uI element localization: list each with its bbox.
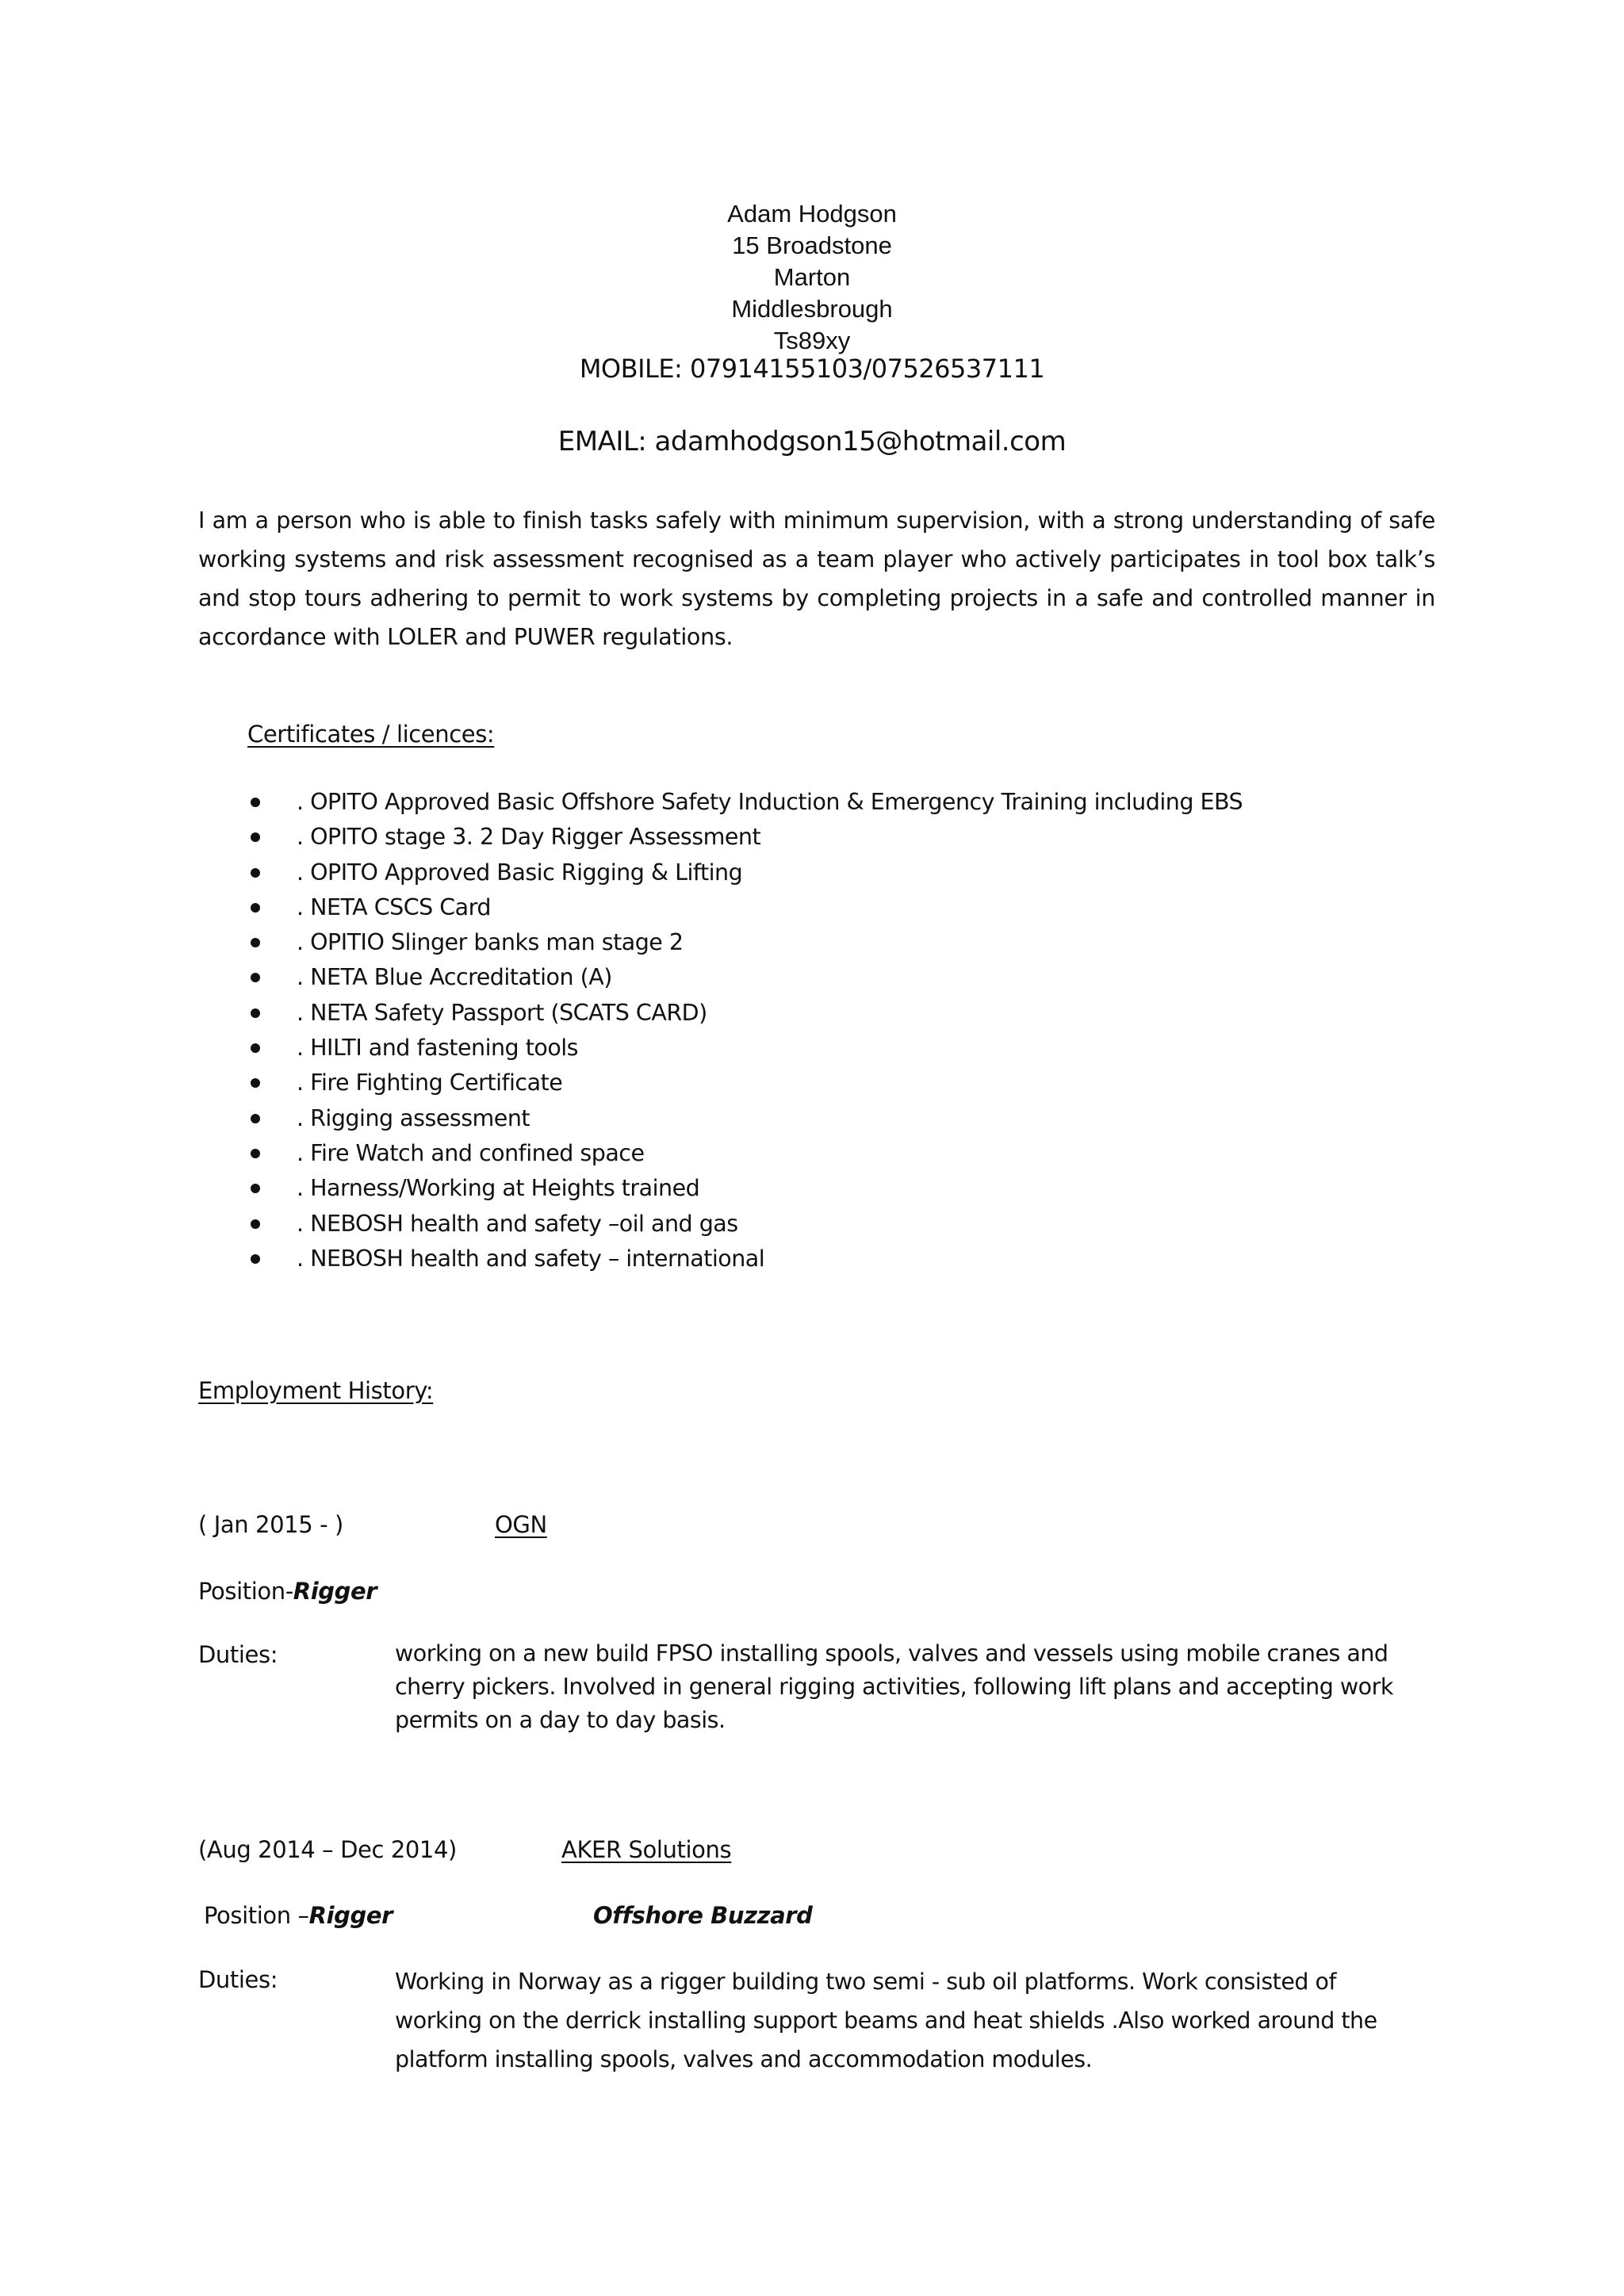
certificate-text: . Fire Fighting Certificate	[297, 1070, 563, 1096]
duties-line: platform installing spools, valves and accommodation modules.	[395, 2046, 1093, 2072]
address-postcode: Ts89xy	[773, 327, 851, 354]
bullet-icon	[251, 1008, 260, 1018]
list-item	[247, 890, 1243, 925]
bullet-icon	[251, 1149, 260, 1158]
employment-heading: Employment History:	[198, 1377, 434, 1404]
address-city: Middlesbrough	[731, 295, 893, 323]
duties-line: working on a new build FPSO installing spools, valves and vessels using mobile cranes and	[395, 1640, 1388, 1667]
bullet-icon	[251, 1254, 260, 1264]
bullet-icon	[251, 938, 260, 947]
duties-line: Working in Norway as a rigger building two semi - sub oil platforms. Work consisted of	[395, 1969, 1336, 1995]
list-item	[247, 1101, 1243, 1136]
bullet-icon	[251, 832, 260, 842]
bullet-icon	[251, 868, 260, 878]
certificate-text: . OPITO Approved Basic Offshore Safety Induction & Emergency Training including EBS	[297, 789, 1243, 815]
list-item	[247, 1207, 1243, 1242]
duties-line: cherry pickers. Involved in general rigging activities, following lift plans and accepting work	[395, 1674, 1393, 1700]
duties-label: Duties:	[198, 1641, 278, 1668]
job-company: OGN	[495, 1511, 547, 1538]
certificate-text: . NETA CSCS Card	[297, 894, 491, 920]
job-position-line	[204, 1902, 393, 1929]
list-item	[247, 1242, 1243, 1276]
bullet-icon	[251, 903, 260, 913]
list-item	[247, 820, 1243, 855]
certificate-text: . NETA Safety Passport (SCATS CARD)	[297, 999, 707, 1026]
duties-label: Duties:	[198, 1966, 278, 1993]
candidate-name: Adam Hodgson	[727, 200, 897, 228]
personal-summary: I am a person who is able to finish tasks safely with minimum supervision, with a strong understanding of safe working systems and risk assessment recognised as a team player who actively participates in tool box talk’s and stop tours adhering to permit to work systems by completing projects in a safe and controlled manner in accordance with LOLER and PUWER regulations.	[198, 507, 1435, 650]
address-street: 15 Broadstone	[732, 232, 892, 259]
bullet-icon	[251, 1114, 260, 1123]
certificate-text: . NEBOSH health and safety – international	[297, 1245, 765, 1272]
job-dates: ( Jan 2015 - )	[198, 1511, 343, 1538]
list-item	[247, 960, 1243, 995]
job-location: Offshore Buzzard	[593, 1902, 813, 1929]
certificates-heading: Certificates / licences:	[247, 721, 495, 748]
contact-header	[0, 198, 1624, 357]
position-label: Position –	[204, 1902, 309, 1929]
bullet-icon	[251, 1184, 260, 1193]
bullet-icon	[251, 798, 260, 807]
mobile-number: MOBILE: 07914155103/07526537111	[579, 354, 1045, 384]
bullet-icon	[251, 1078, 260, 1088]
email-address: EMAIL: adamhodgson15@hotmail.com	[557, 426, 1067, 457]
duties-text	[395, 1637, 1426, 1737]
certificates-list	[247, 785, 1243, 1276]
certificate-text: . OPITO Approved Basic Rigging & Lifting	[297, 859, 743, 886]
certificate-text: . HILTI and fastening tools	[297, 1035, 579, 1062]
duties-line: working on the derrick installing support beams and heat shields .Also worked around the	[395, 2007, 1377, 2034]
certificate-text: . OPITIO Slinger banks man stage 2	[297, 929, 684, 956]
list-item	[247, 1031, 1243, 1066]
certificate-text: . Harness/Working at Heights trained	[297, 1175, 700, 1202]
certificate-text: . OPITO stage 3. 2 Day Rigger Assessment	[297, 824, 761, 851]
job-dates: (Aug 2014 – Dec 2014)	[198, 1836, 457, 1863]
list-item	[247, 1171, 1243, 1206]
bullet-icon	[251, 1219, 260, 1229]
list-item	[247, 1136, 1243, 1171]
list-item	[247, 925, 1243, 960]
bullet-icon	[251, 973, 260, 982]
duties-line: permits on a day to day basis.	[395, 1707, 726, 1733]
address-district: Marton	[773, 263, 851, 291]
duties-text	[395, 1962, 1426, 2079]
job-company: AKER Solutions	[561, 1836, 732, 1863]
certificate-text: . Rigging assessment	[297, 1104, 530, 1131]
position-title: Rigger	[308, 1902, 393, 1929]
certificate-text: . NETA Blue Accreditation (A)	[297, 964, 612, 991]
list-item	[247, 855, 1243, 890]
certificate-text: . NEBOSH health and safety –oil and gas	[297, 1210, 738, 1237]
certificate-text: . Fire Watch and confined space	[297, 1139, 645, 1166]
bullet-icon	[251, 1043, 260, 1053]
list-item	[247, 785, 1243, 820]
list-item	[247, 1066, 1243, 1100]
position-label: Position-	[198, 1578, 293, 1605]
job-position-line	[198, 1578, 377, 1605]
position-title: Rigger	[293, 1578, 377, 1605]
list-item	[247, 996, 1243, 1031]
